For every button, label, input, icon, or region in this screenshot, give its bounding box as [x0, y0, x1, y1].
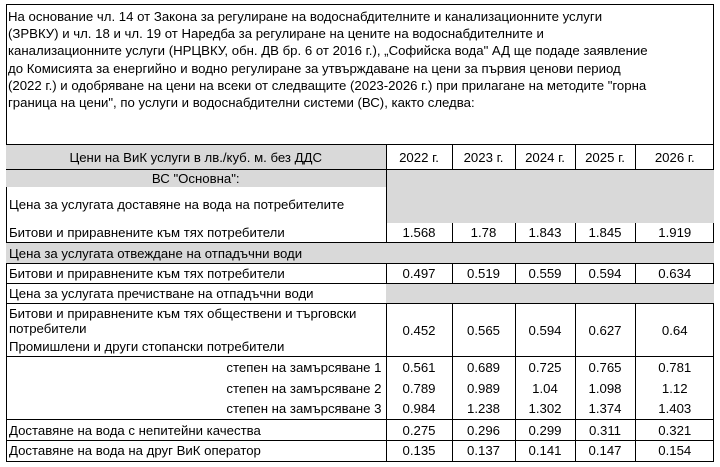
- intro-line: канализационните услуги (НРЦВКУ, обн. ДВ бр. 6 от 2016 г.), „Софийска вода" АД ще подаде заявление: [8, 43, 648, 59]
- section-row: [6, 284, 714, 304]
- cell-2026: 1.919: [635, 223, 714, 243]
- table-row: [6, 378, 714, 399]
- gray-fill: [386, 284, 714, 304]
- intro-line: граница на цени", по услуги и водоснабдителни системи (ВС), както следва:: [8, 95, 475, 111]
- cell-2026: 0.154: [635, 441, 714, 461]
- cell-2023: 0.296: [452, 420, 515, 441]
- cell-2026: 0.64: [635, 304, 714, 357]
- header-row: [6, 145, 714, 170]
- treatment-label: Цена за услугата пречистване на отпадъчни води: [9, 286, 314, 301]
- water-supply-label: Цена за услугата доставяне на вода на потребителите: [9, 197, 345, 212]
- cell-2025: 0.594: [575, 264, 635, 284]
- cell-2026: 0.321: [635, 420, 714, 441]
- cell-2023: 0.519: [452, 264, 515, 284]
- intro-line: На основание чл. 14 от Закона за регулиране на водоснабдителните и канализационните услуги: [8, 9, 603, 24]
- cell-2025: 0.311: [575, 420, 635, 441]
- cell-2022: 0.789: [386, 378, 452, 399]
- cell-2026: 0.634: [635, 264, 714, 284]
- table-row: [6, 399, 714, 420]
- row-label: Битови и приравнените към тях потребители: [9, 266, 285, 281]
- year-2022-header: 2022 г.: [386, 145, 452, 170]
- cell-2024: 0.299: [515, 420, 575, 441]
- table-row: [6, 357, 714, 378]
- cell-2025: 1.845: [575, 223, 635, 243]
- table-row: [6, 223, 714, 243]
- cell-2022: 0.452: [386, 304, 452, 357]
- cell-2024: 1.04: [515, 378, 575, 399]
- gray-fill: [386, 243, 714, 264]
- cell-2024: 0.594: [515, 304, 575, 357]
- cell-2026: 0.781: [635, 357, 714, 378]
- gray-fill: [386, 170, 714, 223]
- intro-line: (ЗРВКУ) и чл. 18 и чл. 19 от Наредба за регулиране на цените на водоснабдителните и: [8, 26, 544, 42]
- cell-2023: 0.989: [452, 378, 515, 399]
- table-row: [6, 441, 714, 461]
- table-row: [6, 420, 714, 441]
- cell-2024: 1.843: [515, 223, 575, 243]
- cell-2022: 0.275: [386, 420, 452, 441]
- sewerage-label: Цена за услугата отвеждане на отпадъчни води: [6, 243, 386, 264]
- cell-2023: 1.78: [452, 223, 515, 243]
- cell-2025: 0.627: [575, 304, 635, 357]
- section-row: [6, 243, 714, 264]
- header-label: Цени на ВиК услуги в лв./куб. м. без ДДС: [6, 145, 386, 170]
- row-label: Битови и приравнените към тях потребители: [9, 224, 285, 240]
- cell-2022: 0.561: [386, 357, 452, 378]
- cell-2022: 0.497: [386, 264, 452, 284]
- cell-2023: 0.689: [452, 357, 515, 378]
- year-2023-header: 2023 г.: [452, 145, 515, 170]
- cell-2022: 0.984: [386, 399, 452, 420]
- intro-line: (2022 г.) и одобряване на цени на всеки от следващите (2023-2026 г.) при прилагане на методите "горна: [8, 77, 647, 93]
- cell-2025: 0.147: [575, 441, 635, 461]
- table-row: [6, 304, 714, 338]
- table-row: [6, 264, 714, 284]
- year-2025-header: 2025 г.: [575, 145, 635, 170]
- cell-2026: 1.403: [635, 399, 714, 420]
- cell-2022: 1.568: [386, 223, 452, 243]
- cell-2023: 0.565: [452, 304, 515, 357]
- row-label: Доставяне на вода на друг ВиК оператор: [9, 443, 261, 459]
- cell-2025: 0.765: [575, 357, 635, 378]
- row-label: степен на замърсяване 2: [226, 380, 382, 396]
- cell-2023: 0.137: [452, 441, 515, 461]
- cell-2024: 0.725: [515, 357, 575, 378]
- cell-2023: 1.238: [452, 399, 515, 420]
- cell-2025: 1.374: [575, 399, 635, 420]
- cell-2022: 0.135: [386, 441, 452, 461]
- vs-label: ВС "Основна":: [6, 170, 386, 187]
- cell-2024: 0.559: [515, 264, 575, 284]
- cell-2025: 1.098: [575, 378, 635, 399]
- row-label: Битови и приравнените към тях обществени и търговски потребители: [9, 305, 357, 336]
- price-table: [6, 144, 714, 461]
- industrial-label: Промишлени и други стопански потребители: [9, 339, 285, 355]
- cell-2024: 0.141: [515, 441, 575, 461]
- year-2024-header: 2024 г.: [515, 145, 575, 170]
- year-2026-header: 2026 г.: [635, 145, 714, 170]
- intro-paragraph: [8, 8, 708, 111]
- intro-line: до Комисията за енергийно и водно регулиране за утвърждаване на цени за първия ценови период: [8, 60, 621, 76]
- cell-2024: 1.302: [515, 399, 575, 420]
- row-label: степен на замърсяване 1: [226, 359, 382, 375]
- vs-row: [6, 170, 714, 187]
- row-label: Доставяне на вода с непитейни качества: [9, 422, 261, 438]
- cell-2026: 1.12: [635, 378, 714, 399]
- row-label: степен на замърсяване 3: [226, 401, 382, 417]
